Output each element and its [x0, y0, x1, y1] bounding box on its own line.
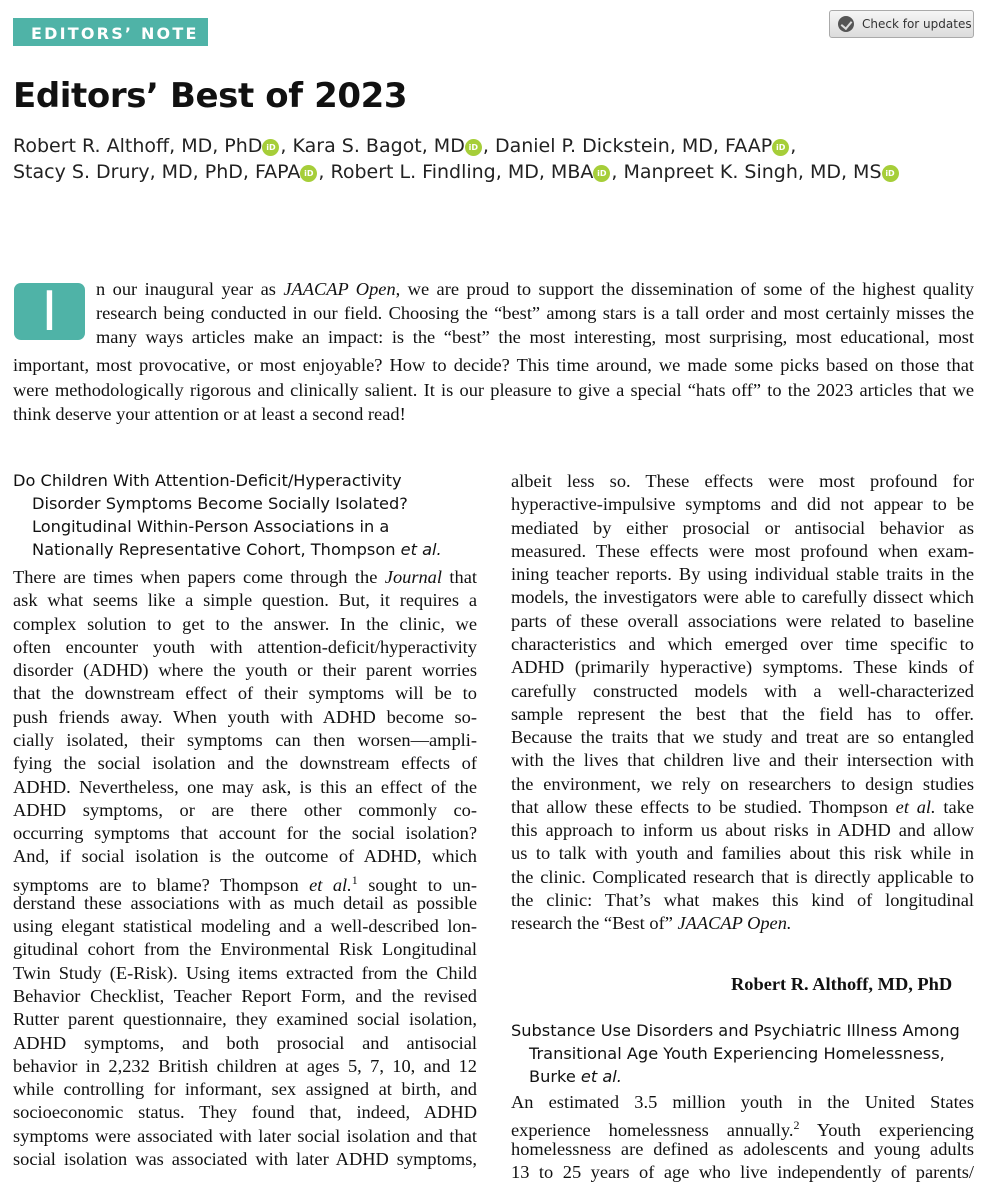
heading-etal: et al. — [580, 1067, 622, 1086]
article-1-signature: Robert R. Althoff, MD, PhD — [731, 974, 953, 994]
heading-line: Disorder Symptoms Become Socially Isolated? — [32, 494, 408, 513]
author-list-line-1 — [13, 135, 796, 157]
body-line: push friends away. When youth with ADHD become so- — [13, 706, 477, 727]
intro-line: think deserve your attention or at least a second read! — [13, 404, 406, 424]
body-line: ining teacher reports. By using individual stable traits in the — [511, 564, 974, 585]
body-line: symptoms are to blame? Thompson et al.$^1$ sought to un- — [13, 872, 477, 895]
body-line: Behavior Checklist, Teacher Report Form, and the revised — [13, 986, 477, 1007]
heading-text: Nationally Representative Cohort, Thompson — [32, 540, 401, 559]
author-separator: , — [280, 135, 293, 157]
orcid-icon[interactable]: iD — [882, 165, 899, 182]
author-separator: , — [790, 135, 797, 157]
body-line: often encounter youth with attention-deficit/hyperactivity — [13, 636, 477, 657]
body-line: behavior in 2,232 British children at ages 5, 7, 10, and 12 — [13, 1055, 477, 1076]
body-line: 13 to 25 years of age who live independently of parents/ — [511, 1161, 974, 1182]
body-line: characteristics and which emerged over time specific to — [511, 633, 974, 654]
body-line: the environment, we rely on researchers to design studies — [511, 773, 974, 794]
body-line: social isolation was associated with later ADHD symptoms, — [13, 1149, 477, 1169]
body-line: cially isolated, their symptoms can then worsen—ampli- — [13, 729, 477, 750]
body-line: that allow these effects to be studied. Thompson et al. take — [511, 796, 974, 817]
body-line: parts of these overall associations were related to baseline — [511, 610, 974, 631]
heading-etal: et al. — [400, 540, 442, 559]
heading-line — [32, 540, 442, 559]
body-line: There are times when papers come through the Journal that — [13, 567, 477, 587]
body-line: ADHD symptoms, or are there other commonly co- — [13, 799, 477, 820]
body-line: gitudinal cohort from the Environmental Risk Longitudinal — [13, 939, 477, 960]
body-line: ADHD symptoms, and both prosocial and antisocial — [13, 1032, 477, 1053]
intro-line: research being conducted in our field. Choosing the “best” among stars is a tall order and most certainly misses the — [96, 303, 974, 323]
heading-line — [529, 1067, 622, 1086]
body-line: the clinic: That’s what makes this kind of longitudinal — [511, 890, 974, 911]
author-separator: , — [318, 161, 331, 183]
page-title: Editors’ Best of 2023 — [13, 76, 408, 116]
orcid-icon[interactable]: iD — [772, 139, 789, 156]
body-line: carefully constructed models with a well-characterized — [511, 680, 974, 701]
body-line: Twin Study (E-Risk). Using items extracted from the Child — [13, 962, 477, 983]
author-name: Daniel P. Dickstein, MD, FAAP — [494, 135, 773, 157]
orcid-icon[interactable]: iD — [465, 139, 482, 156]
body-line: research the “Best of” JAACAP Open. — [511, 913, 792, 934]
author-separator: , — [611, 161, 624, 183]
body-line: while controlling for informant, sex assigned at birth, and — [13, 1079, 477, 1100]
body-line: using elegant statistical modeling and a well-described lon- — [13, 916, 477, 937]
orcid-icon[interactable]: iD — [262, 139, 279, 156]
body-line: ADHD. Nevertheless, one may ask, is this an effect of the — [13, 776, 477, 797]
check-for-updates-button[interactable] — [829, 10, 974, 38]
body-line: models, the investigators were able to carefully dissect which — [511, 587, 974, 608]
body-line: symptoms were associated with later social isolation and that — [13, 1125, 477, 1146]
author-name: Robert R. Althoff, MD, PhD — [13, 135, 263, 157]
author-name: Manpreet K. Singh, MD, MS — [623, 161, 882, 183]
orcid-icon[interactable]: iD — [593, 165, 610, 182]
body-line: with the lives that children live and their intersection with — [511, 750, 974, 771]
intro-line: important, most provocative, or most enjoyable? How to decide? This time around, we made some picks based on those that — [13, 355, 974, 375]
heading-line: Longitudinal Within-Person Associations in a — [32, 517, 390, 536]
journal-name: JAACAP Open — [283, 279, 396, 299]
body-line: ask what seems like a simple question. But, it requires a — [13, 590, 477, 611]
body-line: socioeconomic status. They found that, indeed, ADHD — [13, 1102, 477, 1123]
body-line: measured. These effects were most profound when exam- — [511, 540, 974, 561]
author-separator: , — [482, 135, 495, 157]
intro-text: n our inaugural year as — [96, 279, 284, 299]
check-updates-icon — [838, 16, 854, 32]
author-name: Stacy S. Drury, MD, PhD, FAPA — [13, 161, 301, 183]
body-line: And, if social isolation is the outcome of ADHD, which — [13, 846, 477, 867]
body-line: albeit less so. These effects were most profound for — [511, 471, 974, 491]
body-line: fying the social isolation and the downstream effects of — [13, 753, 477, 774]
body-line: derstand these associations with as much detail as possible — [13, 892, 477, 913]
heading-line: Transitional Age Youth Experiencing Homelessness, — [529, 1044, 945, 1063]
author-name: Kara S. Bagot, MD — [292, 135, 465, 157]
body-line: that the downstream effect of their symptoms will be to — [13, 683, 477, 704]
body-line: Rutter parent questionnaire, they examined social isolation, — [13, 1009, 477, 1030]
body-line: disorder (ADHD) where the youth or their parent worries — [13, 660, 477, 681]
body-line: sample represent the best that the field has to offer. — [511, 703, 974, 724]
author-name: Robert L. Findling, MD, MBA — [330, 161, 594, 183]
heading-text: Burke — [529, 1067, 581, 1086]
intro-line: many ways articles make an impact: is the “best” the most interesting, most surprising, most educational, most — [96, 327, 974, 347]
body-line: An estimated 3.5 million youth in the United States — [511, 1092, 974, 1112]
drop-cap: I — [14, 283, 85, 340]
body-line: experience homelessness annually.$^2$ Youth experiencing — [511, 1118, 974, 1141]
section-banner: EDITORS’ NOTE — [13, 18, 208, 46]
intro-text: , we are proud to support the dissemination of some of the highest quality — [395, 279, 974, 299]
body-line: hyperactive-impulsive symptoms and did not appear to be — [511, 494, 974, 515]
orcid-icon[interactable]: iD — [300, 165, 317, 182]
body-line: mediated by either prosocial or antisocial behavior as — [511, 517, 974, 538]
body-line: this approach to inform us about risks in ADHD and allow — [511, 820, 974, 841]
author-list-line-2 — [13, 161, 900, 183]
body-line: homelessness are defined as adolescents and young adults — [511, 1138, 974, 1159]
intro-line: were methodologically rigorous and clinically salient. It is our pleasure to give a special “hats off” to the 2023 articles that we — [13, 380, 974, 400]
body-line: us to talk with youth and families about this risk while in — [511, 843, 974, 864]
body-line: occurring symptoms that account for the social isolation? — [13, 823, 477, 844]
heading-line: Substance Use Disorders and Psychiatric Illness Among — [511, 1021, 960, 1040]
heading-line: Do Children With Attention-Deficit/Hyperactivity — [13, 471, 402, 490]
check-updates-label: Check for updates — [862, 17, 972, 31]
body-line: the clinic. Complicated research that is directly applicable to — [511, 866, 974, 887]
body-line: Because the traits that we study and treat are so entangled — [511, 727, 974, 748]
intro-line — [96, 279, 974, 300]
body-line: ADHD (primarily hyperactive) symptoms. These kinds of — [511, 657, 974, 678]
body-line: complex solution to get to the answer. In the clinic, we — [13, 613, 477, 634]
